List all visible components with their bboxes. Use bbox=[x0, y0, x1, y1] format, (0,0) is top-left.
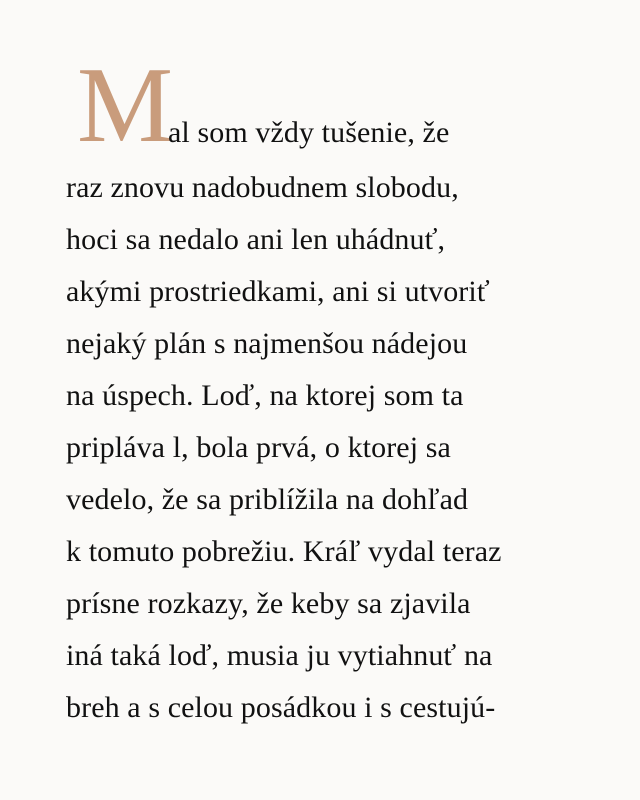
paragraph-line-3: hoci sa nedalo ani len uhádnuť, bbox=[66, 223, 446, 256]
paragraph-line-2: raz znovu nadobudnem slobodu, bbox=[66, 171, 459, 204]
paragraph-line-6: na úspech. Loď, na ktorej som ta bbox=[66, 379, 464, 412]
drop-cap: M bbox=[77, 46, 174, 165]
paragraph-line-12: breh a s celou posádkou i s cestujú- bbox=[66, 691, 496, 724]
paragraph-line-9: k tomuto pobrežiu. Kráľ vydal teraz bbox=[66, 535, 502, 568]
paragraph-line-11: iná taká loď, musia ju vytiahnuť na bbox=[66, 639, 493, 672]
paragraph-line-10: prísne rozkazy, že keby sa zjavila bbox=[66, 587, 471, 620]
paragraph-line-7: pripláva l, bola prvá, o ktorej sa bbox=[66, 431, 451, 464]
paragraph-line-5: nejaký plán s najmenšou nádejou bbox=[66, 327, 468, 360]
paragraph-line-8: vedelo, že sa priblížila na dohľad bbox=[66, 483, 469, 516]
paragraph-line-1: al som vždy tušenie, že bbox=[168, 116, 450, 149]
paragraph-line-4: akými prostriedkami, ani si utvoriť bbox=[66, 275, 490, 308]
